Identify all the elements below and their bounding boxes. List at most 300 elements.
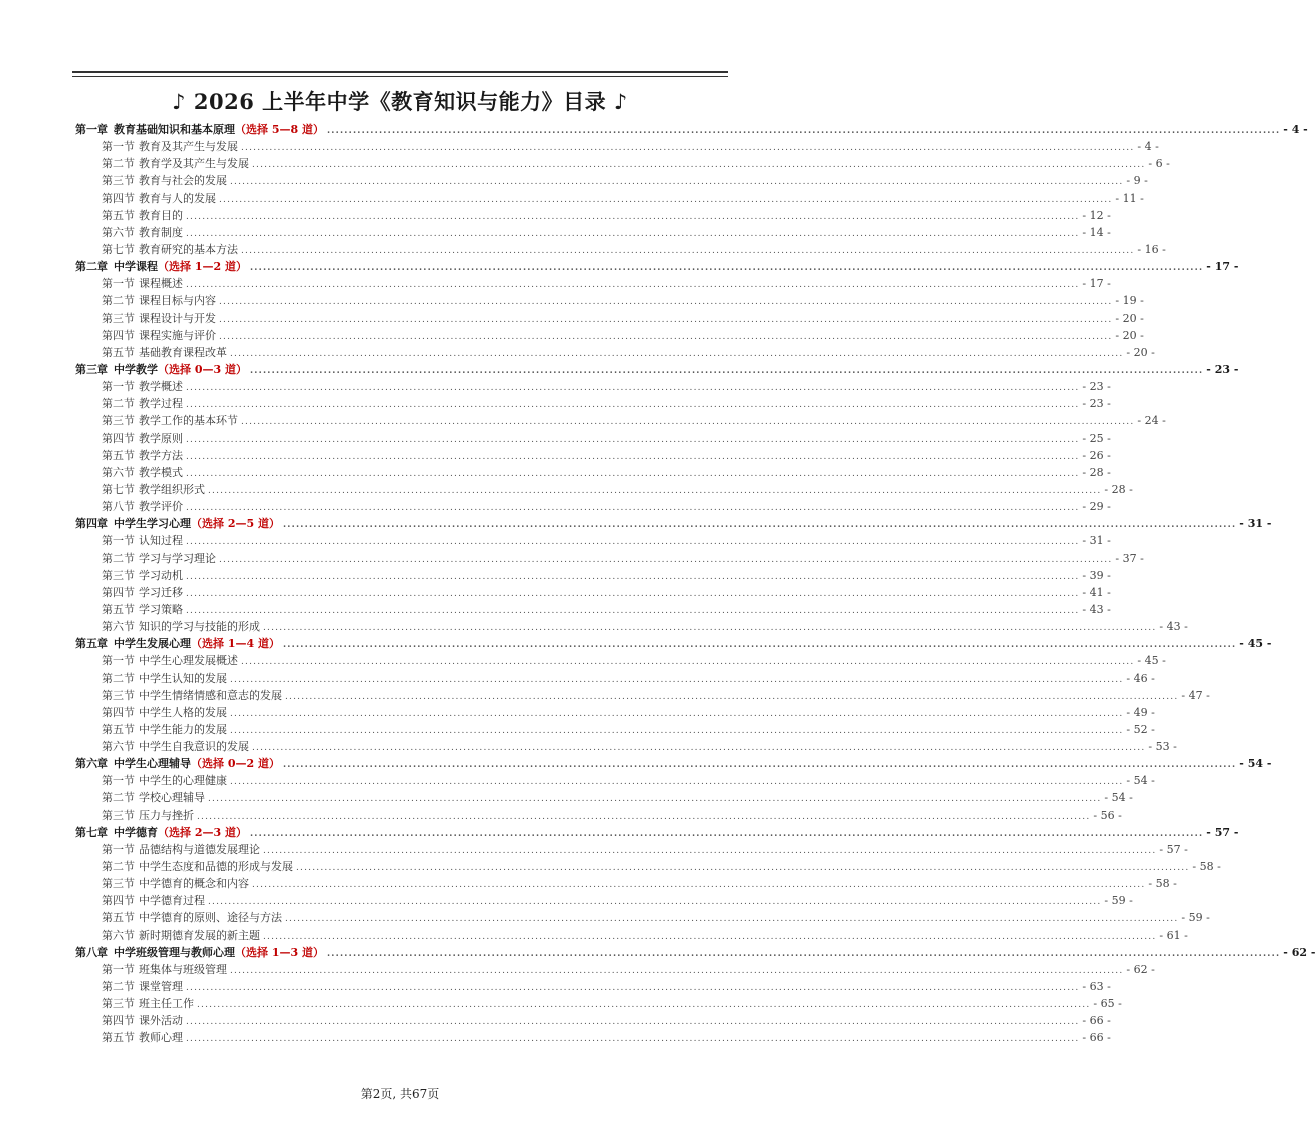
dot-leader: ............................................................................................................................................................................................................................ <box>252 880 1146 891</box>
section-name: 学校心理辅导 <box>139 791 205 805</box>
toc-section-row[interactable] <box>75 498 1111 515</box>
dot-leader: ............................................................................................................................................................................................................................ <box>186 434 1080 445</box>
section-number: 第四节 <box>102 431 135 445</box>
section-page: - 52 - <box>1126 722 1155 736</box>
dot-leader: ............................................................................................................................................................................................................................ <box>282 520 1237 531</box>
toc-section-row[interactable] <box>75 447 1111 464</box>
section-label <box>102 138 238 155</box>
chapter-label <box>75 361 247 378</box>
chapter-note: （选择 0—2 道） <box>191 757 280 771</box>
section-number: 第四节 <box>102 328 135 342</box>
chapter-page: - 17 - <box>1206 260 1239 274</box>
section-label <box>102 738 249 755</box>
section-name: 教学概述 <box>139 380 183 394</box>
section-name: 中学生的心理健康 <box>139 774 227 788</box>
toc-section-row[interactable] <box>75 704 1155 721</box>
section-page: - 17 - <box>1082 277 1111 291</box>
section-name: 教育及其产生与发展 <box>139 140 238 154</box>
section-label <box>102 652 238 669</box>
section-page: - 66 - <box>1082 1031 1111 1045</box>
section-label <box>102 875 249 892</box>
section-name: 教学过程 <box>139 397 183 411</box>
section-number: 第一节 <box>102 962 135 976</box>
section-label <box>102 807 194 824</box>
section-number: 第一节 <box>102 534 135 548</box>
dot-leader: ............................................................................................................................................................................................................................ <box>285 914 1179 925</box>
dot-leader: ............................................................................................................................................................................................................................ <box>208 485 1102 496</box>
dot-leader: ............................................................................................................................................................................................................................ <box>208 897 1102 908</box>
toc-section-row[interactable] <box>75 687 1210 704</box>
section-number: 第二节 <box>102 860 135 874</box>
section-page: - 56 - <box>1093 808 1122 822</box>
dot-leader: ............................................................................................................................................................................................................................ <box>186 211 1080 222</box>
chapter-note: （选择 5—8 道） <box>235 123 324 136</box>
section-number: 第七节 <box>102 242 135 256</box>
section-label <box>102 978 183 995</box>
toc-section-row[interactable] <box>75 550 1144 567</box>
section-label <box>102 1012 183 1029</box>
section-page: - 58 - <box>1148 877 1177 891</box>
page-footer: 第2页, 共67页 <box>360 1087 440 1101</box>
dot-leader: ............................................................................................................................................................................................................................ <box>282 640 1237 651</box>
section-number: 第六节 <box>102 465 135 479</box>
section-label <box>102 378 183 395</box>
section-label <box>102 275 183 292</box>
section-label <box>102 190 216 207</box>
toc-section-row[interactable] <box>75 292 1144 309</box>
section-number: 第二节 <box>102 980 135 994</box>
section-number: 第三节 <box>102 311 135 325</box>
section-number: 第四节 <box>102 894 135 908</box>
dot-leader: ............................................................................................................................................................................................................................ <box>241 657 1135 668</box>
section-number: 第五节 <box>102 602 135 616</box>
dot-leader: ............................................................................................................................................................................................................................ <box>186 605 1080 616</box>
dot-leader: ............................................................................................................................................................................................................................ <box>197 811 1091 822</box>
section-label <box>102 155 249 172</box>
section-name: 教学评价 <box>139 500 183 514</box>
section-label <box>102 567 183 584</box>
chapter-label <box>75 824 247 841</box>
section-label <box>102 224 183 241</box>
section-label <box>102 447 183 464</box>
toc-chapter-row[interactable] <box>75 635 1272 652</box>
top-rule-thin <box>72 76 728 77</box>
section-name: 中学生人格的发展 <box>139 705 227 719</box>
section-number: 第八节 <box>102 500 135 514</box>
section-label <box>102 961 227 978</box>
chapter-label <box>75 755 280 772</box>
chapter-number: 第八章 <box>75 945 108 959</box>
toc-section-row[interactable] <box>75 892 1133 909</box>
chapter-label <box>75 258 247 275</box>
toc-chapter-row[interactable] <box>75 824 1239 841</box>
section-page: - 29 - <box>1082 500 1111 514</box>
section-number: 第六节 <box>102 740 135 754</box>
toc-chapter-row[interactable] <box>75 361 1239 378</box>
toc-section-row[interactable] <box>75 395 1111 412</box>
section-name: 教育与人的发展 <box>139 191 216 205</box>
section-name: 课程设计与开发 <box>139 311 216 325</box>
dot-leader: ............................................................................................................................................................................................................................ <box>252 743 1146 754</box>
section-number: 第一节 <box>102 380 135 394</box>
section-name: 基础教育课程改革 <box>139 345 227 359</box>
section-name: 班集体与班级管理 <box>139 962 227 976</box>
section-page: - 45 - <box>1137 654 1166 668</box>
section-label <box>102 892 205 909</box>
section-number: 第三节 <box>102 688 135 702</box>
section-number: 第六节 <box>102 225 135 239</box>
chapter-note: （选择 1—2 道） <box>158 260 247 274</box>
toc-section-row[interactable] <box>75 738 1177 755</box>
section-name: 班主任工作 <box>139 997 194 1011</box>
dot-leader: ............................................................................................................................................................................................................................ <box>249 365 1204 376</box>
toc-section-row[interactable] <box>75 532 1111 549</box>
section-number: 第五节 <box>102 448 135 462</box>
section-label <box>102 464 183 481</box>
toc-chapter-row[interactable] <box>75 755 1272 772</box>
chapter-name: 中学班级管理与教师心理 <box>114 945 235 959</box>
chapter-page: - 4 - <box>1283 123 1308 136</box>
section-number: 第一节 <box>102 774 135 788</box>
toc-chapter-row[interactable] <box>75 944 1315 961</box>
section-name: 教育学及其产生与发展 <box>139 157 249 171</box>
toc-section-row[interactable] <box>75 224 1111 241</box>
chapter-name: 教育基础知识和基本原理 <box>114 123 235 136</box>
dot-leader: ............................................................................................................................................................................................................................ <box>219 314 1113 325</box>
chapter-note: （选择 0—3 道） <box>158 362 247 376</box>
section-name: 课程概述 <box>139 277 183 291</box>
dot-leader: ............................................................................................................................................................................................................................ <box>263 623 1157 634</box>
dot-leader: ............................................................................................................................................................................................................................ <box>285 691 1179 702</box>
section-page: - 20 - <box>1126 345 1155 359</box>
toc-chapter-row[interactable] <box>75 258 1239 275</box>
toc-section-row[interactable] <box>75 584 1111 601</box>
section-name: 中学生自我意识的发展 <box>139 740 249 754</box>
section-page: - 43 - <box>1082 602 1111 616</box>
dot-leader: ............................................................................................................................................................................................................................ <box>186 983 1080 994</box>
top-rule <box>72 71 728 73</box>
dot-leader: ............................................................................................................................................................................................................................ <box>263 931 1157 942</box>
toc-section-row[interactable] <box>75 241 1166 258</box>
toc-chapter-row[interactable] <box>75 515 1272 532</box>
chapter-number: 第三章 <box>75 362 108 376</box>
section-label <box>102 412 238 429</box>
section-name: 中学生情绪情感和意志的发展 <box>139 688 282 702</box>
section-label <box>102 241 238 258</box>
section-number: 第一节 <box>102 654 135 668</box>
section-page: - 20 - <box>1115 328 1144 342</box>
section-name: 课程目标与内容 <box>139 294 216 308</box>
section-label <box>102 532 183 549</box>
section-page: - 14 - <box>1082 225 1111 239</box>
section-number: 第三节 <box>102 877 135 891</box>
dot-leader: ............................................................................................................................................................................................................................ <box>186 588 1080 599</box>
toc-section-row[interactable] <box>75 789 1133 806</box>
section-number: 第一节 <box>102 842 135 856</box>
chapter-note: （选择 2—5 道） <box>191 517 280 531</box>
section-label <box>102 772 227 789</box>
dot-leader: ............................................................................................................................................................................................................................ <box>186 1034 1080 1045</box>
toc-section-row[interactable] <box>75 807 1122 824</box>
section-page: - 59 - <box>1181 911 1210 925</box>
section-page: - 11 - <box>1115 191 1144 205</box>
section-page: - 26 - <box>1082 448 1111 462</box>
section-number: 第二节 <box>102 671 135 685</box>
chapter-name: 中学教学 <box>114 362 158 376</box>
section-name: 中学生认知的发展 <box>139 671 227 685</box>
section-number: 第一节 <box>102 277 135 291</box>
page-title: ♪ 2026 上半年中学《教育知识与能力》目录 ♪ <box>172 89 628 114</box>
toc-section-row[interactable] <box>75 378 1111 395</box>
dot-leader: ............................................................................................................................................................................................................................ <box>186 280 1080 291</box>
toc-chapter-row[interactable] <box>75 121 1308 138</box>
toc-section-row[interactable] <box>75 875 1177 892</box>
section-name: 学习策略 <box>139 602 183 616</box>
chapter-note: （选择 2—3 道） <box>158 825 247 839</box>
section-page: - 25 - <box>1082 431 1111 445</box>
chapter-name: 中学生发展心理 <box>114 637 191 651</box>
toc-section-row[interactable] <box>75 412 1166 429</box>
dot-leader: ............................................................................................................................................................................................................................ <box>252 160 1146 171</box>
chapter-page: - 45 - <box>1239 637 1272 651</box>
dot-leader: ............................................................................................................................................................................................................................ <box>241 417 1135 428</box>
toc-section-row[interactable] <box>75 464 1111 481</box>
toc-section-row[interactable] <box>75 327 1144 344</box>
dot-leader: ............................................................................................................................................................................................................................ <box>186 503 1080 514</box>
dot-leader: ............................................................................................................................................................................................................................ <box>197 1000 1091 1011</box>
section-name: 教学工作的基本环节 <box>139 414 238 428</box>
section-name: 课堂管理 <box>139 980 183 994</box>
section-page: - 54 - <box>1104 791 1133 805</box>
section-name: 学习迁移 <box>139 585 183 599</box>
dot-leader: ............................................................................................................................................................................................................................ <box>326 948 1281 959</box>
section-page: - 20 - <box>1115 311 1144 325</box>
toc-section-row[interactable] <box>75 310 1144 327</box>
toc-section-row[interactable] <box>75 909 1210 926</box>
toc-section-row[interactable] <box>75 995 1122 1012</box>
toc-section-row[interactable] <box>75 481 1133 498</box>
dot-leader: ............................................................................................................................................................................................................................ <box>186 1017 1080 1028</box>
section-number: 第四节 <box>102 191 135 205</box>
dot-leader: ............................................................................................................................................................................................................................ <box>230 777 1124 788</box>
chapter-label <box>75 515 280 532</box>
chapter-note: （选择 1—3 道） <box>235 945 324 959</box>
dot-leader: ............................................................................................................................................................................................................................ <box>186 400 1080 411</box>
section-page: - 53 - <box>1148 740 1177 754</box>
chapter-page: - 57 - <box>1206 825 1239 839</box>
section-page: - 57 - <box>1159 842 1188 856</box>
section-name: 学习与学习理论 <box>139 551 216 565</box>
section-page: - 31 - <box>1082 534 1111 548</box>
dot-leader: ............................................................................................................................................................................................................................ <box>296 863 1190 874</box>
dot-leader: ............................................................................................................................................................................................................................ <box>186 571 1080 582</box>
section-page: - 65 - <box>1093 997 1122 1011</box>
section-page: - 19 - <box>1115 294 1144 308</box>
section-number: 第二节 <box>102 397 135 411</box>
dot-leader: ............................................................................................................................................................................................................................ <box>219 331 1113 342</box>
section-number: 第五节 <box>102 722 135 736</box>
dot-leader: ............................................................................................................................................................................................................................ <box>230 348 1124 359</box>
section-name: 教育与社会的发展 <box>139 174 227 188</box>
section-label <box>102 841 260 858</box>
section-number: 第二节 <box>102 294 135 308</box>
section-label <box>102 927 260 944</box>
section-page: - 41 - <box>1082 585 1111 599</box>
chapter-label <box>75 635 280 652</box>
chapter-number: 第六章 <box>75 757 108 771</box>
section-label <box>102 995 194 1012</box>
section-label <box>102 704 227 721</box>
section-page: - 61 - <box>1159 928 1188 942</box>
dot-leader: ............................................................................................................................................................................................................................ <box>230 708 1124 719</box>
section-name: 中学生能力的发展 <box>139 722 227 736</box>
section-name: 教学方法 <box>139 448 183 462</box>
section-label <box>102 721 227 738</box>
section-name: 教育制度 <box>139 225 183 239</box>
section-number: 第五节 <box>102 1031 135 1045</box>
section-label <box>102 601 183 618</box>
table-of-contents <box>75 121 1315 1047</box>
section-number: 第四节 <box>102 705 135 719</box>
toc-section-row[interactable] <box>75 190 1144 207</box>
toc-section-row[interactable] <box>75 618 1188 635</box>
toc-section-row[interactable] <box>75 670 1155 687</box>
dot-leader: ............................................................................................................................................................................................................................ <box>219 194 1113 205</box>
toc-section-row[interactable] <box>75 772 1155 789</box>
section-label <box>102 327 216 344</box>
toc-section-row[interactable] <box>75 207 1111 224</box>
dot-leader: ............................................................................................................................................................................................................................ <box>186 537 1080 548</box>
section-label <box>102 1029 183 1046</box>
section-number: 第六节 <box>102 620 135 634</box>
dot-leader: ............................................................................................................................................................................................................................ <box>263 845 1157 856</box>
section-label <box>102 310 216 327</box>
section-page: - 59 - <box>1104 894 1133 908</box>
section-label <box>102 481 205 498</box>
toc-section-row[interactable] <box>75 275 1111 292</box>
chapter-page: - 23 - <box>1206 362 1239 376</box>
section-name: 知识的学习与技能的形成 <box>139 620 260 634</box>
section-name: 新时期德育发展的新主题 <box>139 928 260 942</box>
toc-section-row[interactable] <box>75 567 1111 584</box>
section-label <box>102 789 205 806</box>
dot-leader: ............................................................................................................................................................................................................................ <box>241 245 1135 256</box>
section-number: 第四节 <box>102 585 135 599</box>
section-label <box>102 430 183 447</box>
section-label <box>102 584 183 601</box>
section-page: - 39 - <box>1082 568 1111 582</box>
section-name: 中学德育过程 <box>139 894 205 908</box>
section-number: 第二节 <box>102 791 135 805</box>
section-name: 学习动机 <box>139 568 183 582</box>
toc-section-row[interactable] <box>75 601 1111 618</box>
toc-section-row[interactable] <box>75 344 1155 361</box>
section-page: - 12 - <box>1082 208 1111 222</box>
toc-section-row[interactable] <box>75 172 1148 189</box>
dot-leader: ............................................................................................................................................................................................................................ <box>219 297 1113 308</box>
chapter-name: 中学课程 <box>114 260 158 274</box>
dot-leader: ............................................................................................................................................................................................................................ <box>219 554 1113 565</box>
section-page: - 43 - <box>1159 620 1188 634</box>
chapter-page: - 31 - <box>1239 517 1272 531</box>
section-page: - 66 - <box>1082 1014 1111 1028</box>
section-number: 第五节 <box>102 911 135 925</box>
toc-section-row[interactable] <box>75 858 1221 875</box>
toc-section-row[interactable] <box>75 1012 1111 1029</box>
dot-leader: ............................................................................................................................................................................................................................ <box>186 383 1080 394</box>
chapter-number: 第五章 <box>75 637 108 651</box>
section-name: 教育研究的基本方法 <box>139 242 238 256</box>
dot-leader: ............................................................................................................................................................................................................................ <box>230 177 1124 188</box>
dot-leader: ............................................................................................................................................................................................................................ <box>230 674 1124 685</box>
section-name: 压力与挫折 <box>139 808 194 822</box>
dot-leader: ............................................................................................................................................................................................................................ <box>186 451 1080 462</box>
section-number: 第六节 <box>102 928 135 942</box>
section-number: 第三节 <box>102 414 135 428</box>
section-page: - 58 - <box>1192 860 1221 874</box>
section-number: 第一节 <box>102 140 135 154</box>
section-number: 第三节 <box>102 808 135 822</box>
toc-section-row[interactable] <box>75 155 1170 172</box>
toc-section-row[interactable] <box>75 961 1155 978</box>
toc-section-row[interactable] <box>75 927 1188 944</box>
section-page: - 37 - <box>1115 551 1144 565</box>
section-label <box>102 670 227 687</box>
dot-leader: ............................................................................................................................................................................................................................ <box>249 828 1204 839</box>
section-name: 教育目的 <box>139 208 183 222</box>
toc-section-row[interactable] <box>75 652 1166 669</box>
chapter-number: 第二章 <box>75 260 108 274</box>
section-number: 第三节 <box>102 568 135 582</box>
section-number: 第七节 <box>102 482 135 496</box>
section-label <box>102 172 227 189</box>
dot-leader: ............................................................................................................................................................................................................................ <box>282 760 1237 771</box>
toc-section-row[interactable] <box>75 841 1188 858</box>
toc-section-row[interactable] <box>75 978 1111 995</box>
section-name: 中学德育的概念和内容 <box>139 877 249 891</box>
dot-leader: ............................................................................................................................................................................................................................ <box>230 725 1124 736</box>
section-name: 中学德育的原则、途径与方法 <box>139 911 282 925</box>
section-page: - 46 - <box>1126 671 1155 685</box>
section-name: 教学模式 <box>139 465 183 479</box>
section-page: - 54 - <box>1126 774 1155 788</box>
dot-leader: ............................................................................................................................................................................................................................ <box>326 126 1281 136</box>
dot-leader: ............................................................................................................................................................................................................................ <box>249 263 1204 274</box>
toc-section-row[interactable] <box>75 1029 1111 1046</box>
section-number: 第五节 <box>102 208 135 222</box>
section-name: 课程实施与评价 <box>139 328 216 342</box>
section-name: 教学组织形式 <box>139 482 205 496</box>
dot-leader: ............................................................................................................................................................................................................................ <box>241 143 1135 154</box>
section-page: - 28 - <box>1104 482 1133 496</box>
section-name: 中学生心理发展概述 <box>139 654 238 668</box>
section-page: - 62 - <box>1126 962 1155 976</box>
section-page: - 4 - <box>1137 140 1159 154</box>
toc-section-row[interactable] <box>75 721 1155 738</box>
section-name: 课外活动 <box>139 1014 183 1028</box>
chapter-number: 第七章 <box>75 825 108 839</box>
toc-section-row[interactable] <box>75 138 1159 155</box>
section-name: 教学原则 <box>139 431 183 445</box>
toc-section-row[interactable] <box>75 430 1111 447</box>
dot-leader: ............................................................................................................................................................................................................................ <box>230 965 1124 976</box>
chapter-label <box>75 944 324 961</box>
section-number: 第二节 <box>102 157 135 171</box>
section-label <box>102 687 282 704</box>
section-label <box>102 550 216 567</box>
section-label <box>102 292 216 309</box>
section-page: - 63 - <box>1082 980 1111 994</box>
